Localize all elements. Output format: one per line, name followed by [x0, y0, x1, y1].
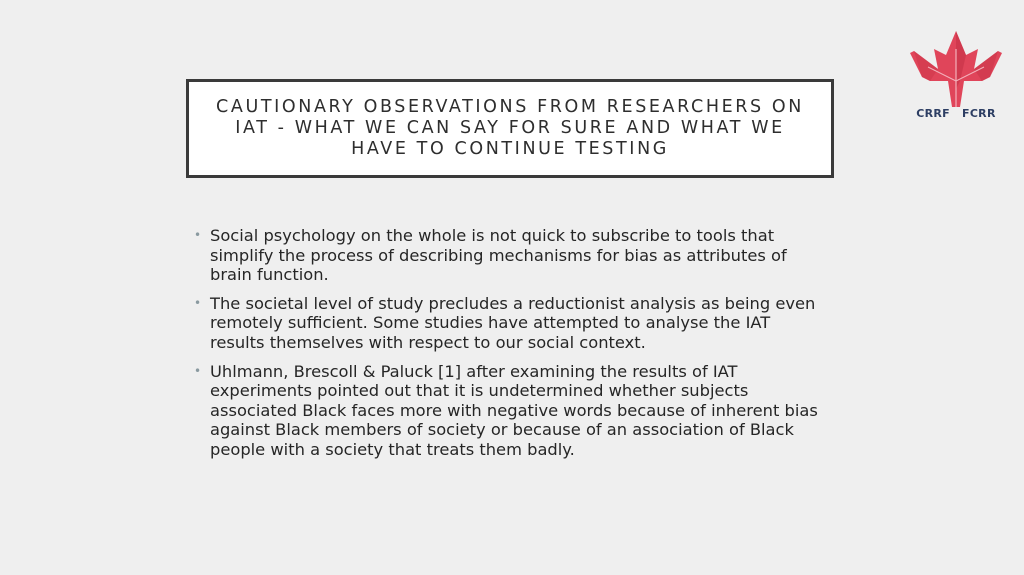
bullet-icon: • — [194, 363, 202, 378]
bullet-text: Uhlmann, Brescoll & Paluck [1] after examining the results of IAT experiments pointed out that it is undetermined whether subjects associated Black faces more with negative words because of inherent bias against Black members of society or because of an association of Black people with a society that treats them badly. — [210, 361, 818, 459]
slide-title: CAUTIONARY OBSERVATIONS FROM RESEARCHERS ON IAT - WHAT WE CAN SAY FOR SURE AND WHAT WE HAVE TO CONTINUE TESTING — [216, 97, 804, 159]
bullet-item — [192, 226, 822, 285]
title-box — [186, 79, 834, 178]
bullet-text: Social psychology on the whole is not quick to subscribe to tools that simplify the process of describing mechanisms for bias as attributes of brain function. — [210, 226, 787, 285]
bullet-list — [192, 226, 822, 469]
logo-text-crrf: CRRF — [916, 107, 950, 120]
logo-wordmark — [906, 107, 1006, 120]
bullet-icon: • — [194, 228, 202, 242]
bullet-icon: • — [194, 295, 202, 310]
logo-text-fcrr: FCRR — [962, 107, 996, 120]
bullet-item — [192, 362, 822, 460]
bullet-item — [192, 294, 822, 353]
maple-leaf-icon — [906, 29, 1006, 109]
crrf-fcrr-logo — [906, 29, 1006, 124]
bullet-text: The societal level of study precludes a reductionist analysis as being even remotely sufficient. Some studies have attempted to analyse the IAT results themselves with respect to our social context. — [210, 293, 816, 352]
